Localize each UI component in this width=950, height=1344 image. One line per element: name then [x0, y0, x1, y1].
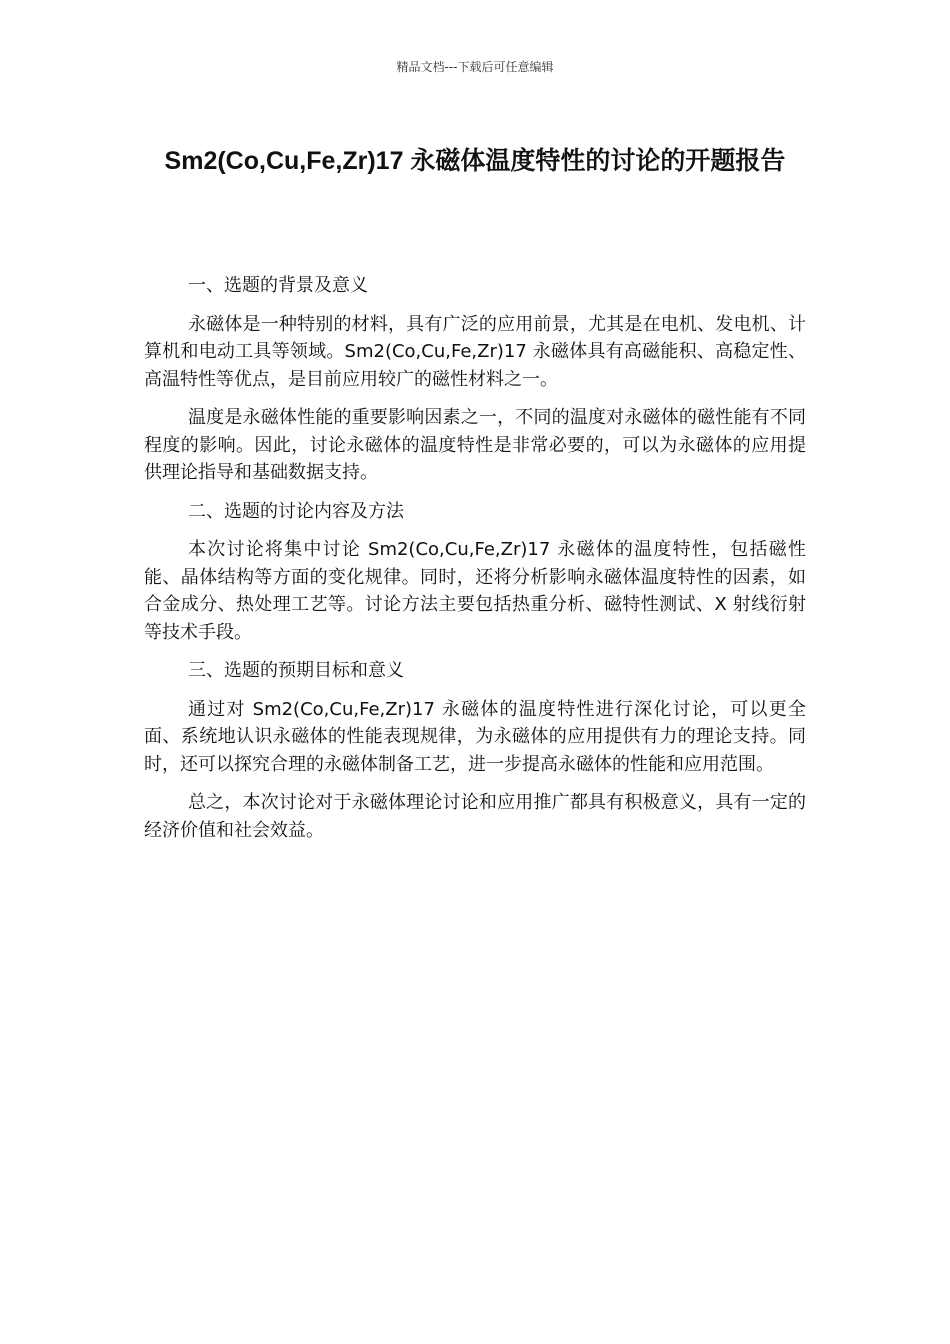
document-title: Sm2(Co,Cu,Fe,Zr)17 永磁体温度特性的讨论的开题报告	[164, 147, 786, 175]
paragraph-intro: 永磁体是一种特别的材料，具有广泛的应用前景，尤其是在电机、发电机、计算机和电动工具等领域。Sm2(Co,Cu,Fe,Zr)17 永磁体具有高磁能积、高稳定性、高温特性等优点，是目前应用较广的磁性材料之一。	[144, 313, 806, 390]
section-heading-background: 一、选题的背景及意义	[188, 275, 368, 296]
paragraph-goals: 通过对 Sm2(Co,Cu,Fe,Zr)17 永磁体的温度特性进行深化讨论，可以更全面、系统地认识永磁体的性能表现规律，为永磁体的应用提供有力的理论支持。同时，还可以探究合理的永磁体制备工艺，进一步提高永磁体的性能和应用范围。	[144, 698, 806, 775]
header-note: 精品文档---下载后可任意编辑	[396, 60, 554, 74]
section-heading-content: 二、选题的讨论内容及方法	[188, 500, 404, 522]
paragraph-temperature: 温度是永磁体性能的重要影响因素之一，不同的温度对永磁体的磁性能有不同程度的影响。因此，讨论永磁体的温度特性是非常必要的，可以为永磁体的应用提供理论指导和基础数据支持。	[144, 407, 806, 483]
document-body	[144, 272, 806, 855]
section-heading-goals: 三、选题的预期目标和意义	[188, 660, 404, 681]
paragraph-conclusion: 总之，本次讨论对于永磁体理论讨论和应用推广都具有积极意义，具有一定的经济价值和社会效益。	[144, 792, 806, 841]
paragraph-methods: 本次讨论将集中讨论 Sm2(Co,Cu,Fe,Zr)17 永磁体的温度特性，包括磁性能、晶体结构等方面的变化规律。同时，还将分析影响永磁体温度特性的因素，如合金成分、热处理工艺等。讨论方法主要包括热重分析、磁特性测试、X 射线衍射等技术手段。	[144, 539, 806, 643]
